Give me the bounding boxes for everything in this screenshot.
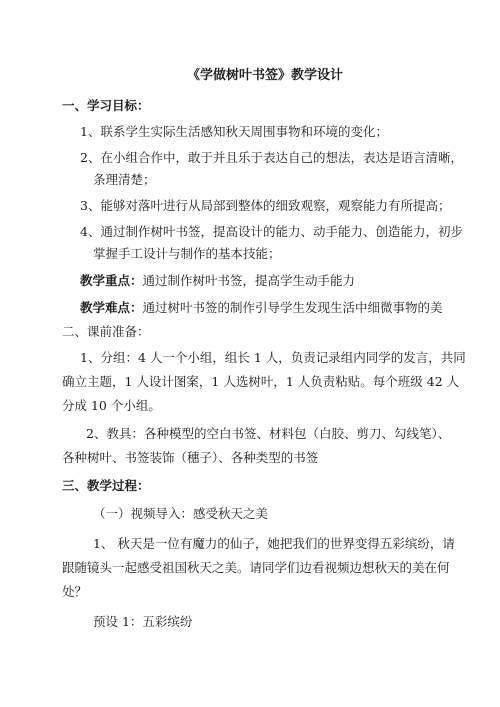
document-title: 《学做树叶书签》教学设计 (187, 68, 344, 83)
objective-4-line-2: 掌握手工设计与制作的基本技能； (93, 246, 281, 261)
preset-1: 预设 1：五彩缤纷 (93, 614, 193, 629)
objective-3: 3、能够对落叶进行从局部到整体的细致观察，观察能力有所提高； (80, 198, 451, 213)
key-point-label: 教学重点： (80, 273, 143, 288)
section-heading-preparation: 二、课前准备： (62, 324, 150, 339)
objective-2-line-1: 2、在小组合作中，敢于并且乐于表达自己的想法，表达是语言清晰， (80, 150, 463, 165)
paragraph-1-line-1: 1、 秋天是一位有魔力的仙子，她把我们的世界变得五彩缤纷，请 (93, 536, 455, 551)
preparation-1-line-2: 确立主题，1 人设计图案，1 人选树叶，1 人负责粘贴。每个班级 42 人 (62, 374, 460, 389)
objective-1: 1、联系学生实际生活感知秋天周围事物和环境的变化； (80, 124, 388, 139)
paragraph-1-line-2: 跟随镜头一起感受祖国秋天之美。请同学们边看视频边想秋天的美在何 (62, 560, 450, 575)
difficulty-label: 教学难点： (80, 300, 143, 315)
preparation-2-line-1: 2、教具：各种模型的空白书签、材料包（白胶、剪刀、勾线笔）、 (86, 426, 451, 441)
preparation-1-line-3: 分成 10 个小组。 (62, 398, 161, 413)
key-point-text: 通过制作树叶书签，提高学生动手能力 (142, 273, 356, 288)
objective-2-line-2: 条理清楚； (93, 172, 156, 187)
subsection-video-intro: （一）视频导入：感受秋天之美 (93, 506, 269, 521)
difficulty-line (80, 300, 443, 316)
key-point-line (80, 273, 355, 289)
preparation-1-line-1: 1、分组：4 人一个小组，组长 1 人，负责记录组内同学的发言，共同 (80, 350, 466, 365)
difficulty-text: 通过树叶书签的制作引导学生发现生活中细微事物的美 (142, 300, 443, 315)
section-heading-process: 三、教学过程： (62, 478, 150, 493)
objective-4-line-1: 4、通过制作树叶书签，提高设计的能力、动手能力、创造能力，初步 (80, 224, 463, 239)
preparation-2-line-2: 各种树叶、书签装饰（穗子）、各种类型的书签 (62, 450, 319, 465)
section-heading-objectives: 一、学习目标： (62, 98, 150, 113)
paragraph-1-line-3: 处？ (62, 584, 88, 599)
